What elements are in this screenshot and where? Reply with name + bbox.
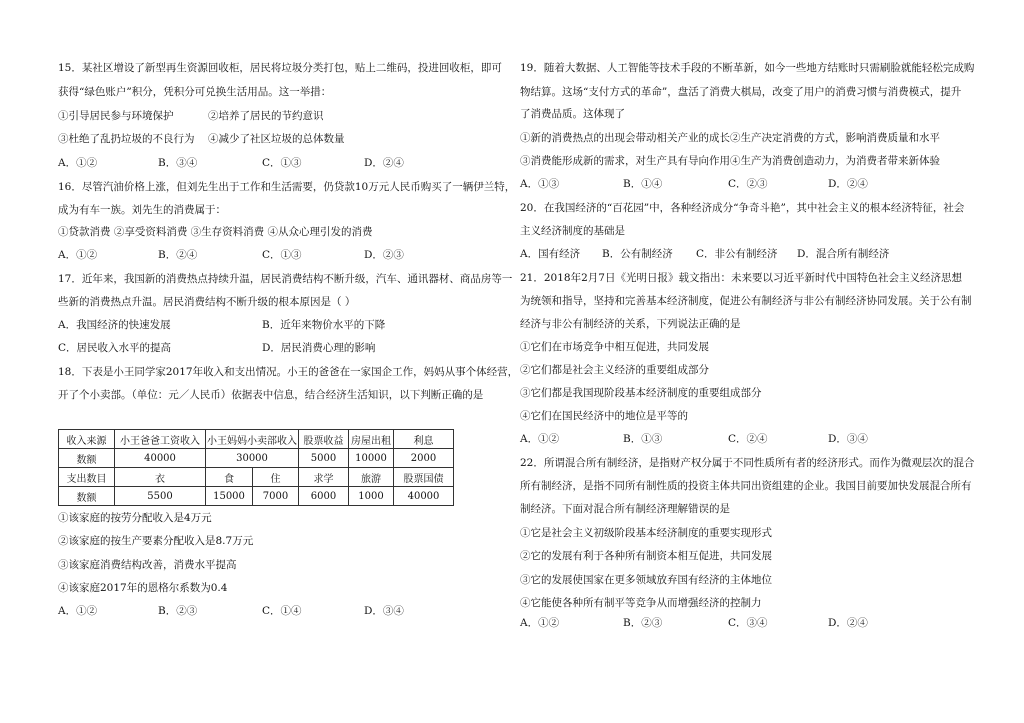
q17-stem-line1: 17．近年来，我国新的消费热点持续升温，居民消费结构不断升级，汽车、通讯器材、商品房等一 bbox=[58, 273, 513, 285]
q22-statement-1: ①它是社会主义初级阶段基本经济制度的重要实现形式 bbox=[520, 527, 772, 539]
q18-statement-2: ②该家庭的按生产要素分配收入是8.7万元 bbox=[58, 535, 254, 547]
q22-option-b[interactable]: B．②③ bbox=[623, 617, 663, 629]
q17-stem-line2: 些新的消费热点升温。居民消费结构不断升级的根本原因是（ ） bbox=[58, 296, 356, 308]
table-cell: 旅游 bbox=[349, 468, 394, 487]
table-cell: 数额 bbox=[59, 487, 115, 506]
table-cell: 数额 bbox=[59, 449, 115, 468]
q21-stem-line2: 为统领和指导，坚持和完善基本经济制度，促进公有制经济与非公有制经济协同发展。关于公有制 bbox=[520, 295, 972, 307]
q15-option-b[interactable]: B．③④ bbox=[158, 157, 198, 169]
q22-statement-4: ④它能使各种所有制平等竞争从而增强经济的控制力 bbox=[520, 597, 762, 609]
table-row bbox=[59, 487, 454, 506]
q15-option-c[interactable]: C．①③ bbox=[262, 157, 302, 169]
table-cell: 房屋出租 bbox=[349, 430, 394, 449]
table-cell: 住 bbox=[253, 468, 299, 487]
q17-option-d[interactable]: D．居民消费心理的影响 bbox=[262, 342, 376, 354]
q21-option-a[interactable]: A．①② bbox=[520, 433, 560, 445]
table-row bbox=[59, 430, 454, 449]
table-cell: 1000 bbox=[349, 487, 394, 506]
table-row bbox=[59, 468, 454, 487]
q17-option-a[interactable]: A．我国经济的快速发展 bbox=[58, 319, 171, 331]
q21-stem-line1: 21．2018年2月7日《光明日报》载文指出：未来要以习近平新时代中国特色社会主义经济思想 bbox=[520, 272, 962, 284]
q18-option-a[interactable]: A．①② bbox=[58, 605, 98, 617]
q19-stem-line3: 了消费品质。这体现了 bbox=[520, 108, 625, 120]
q19-option-d[interactable]: D．②④ bbox=[828, 178, 868, 190]
q16-option-c[interactable]: C．①③ bbox=[262, 249, 302, 261]
table-cell: 收入来源 bbox=[59, 430, 115, 449]
q19-statements-1: ①新的消费热点的出现会带动相关产业的成长②生产决定消费的方式，影响消费质量和水平 bbox=[520, 132, 940, 144]
q15-statement-2: ②培养了居民的节约意识 bbox=[208, 110, 324, 122]
q21-statement-3: ③它们都是我国现阶段基本经济制度的重要组成部分 bbox=[520, 387, 762, 399]
table-cell: 衣 bbox=[115, 468, 206, 487]
q19-statements-2: ③消费能形成新的需求，对生产具有导向作用④生产为消费创造动力，为消费者带来新体验 bbox=[520, 155, 940, 167]
q20-stem-line2: 主义经济制度的基础是 bbox=[520, 225, 625, 237]
q16-stem-line2: 成为有车一族。刘先生的消费属于： bbox=[58, 204, 226, 216]
q15-statement-3: ③杜绝了乱扔垃圾的不良行为 bbox=[58, 133, 195, 145]
q20-option-b[interactable]: B．公有制经济 bbox=[602, 248, 673, 260]
q20-option-d[interactable]: D．混合所有制经济 bbox=[797, 248, 890, 260]
q22-option-d[interactable]: D．②④ bbox=[828, 617, 868, 629]
q18-option-d[interactable]: D．③④ bbox=[364, 605, 404, 617]
q15-stem-line2: 获得“绿色账户”积分，凭积分可兑换生活用品。这一举措： bbox=[58, 86, 332, 98]
table-cell: 小王爸爸工资收入 bbox=[115, 430, 206, 449]
table-cell: 支出数目 bbox=[59, 468, 115, 487]
q16-stem-line1: 16．尽管汽油价格上涨，但刘先生出于工作和生活需要，仍贷款10万元人民币购买了一辆伊兰特， bbox=[58, 181, 516, 193]
table-cell: 5000 bbox=[299, 449, 349, 468]
table-cell: 5500 bbox=[115, 487, 206, 506]
q18-option-b[interactable]: B．②③ bbox=[158, 605, 198, 617]
table-cell: 15000 bbox=[206, 487, 253, 506]
q17-option-b[interactable]: B．近年来物价水平的下降 bbox=[262, 319, 386, 331]
q18-statement-1: ①该家庭的按劳分配收入是4万元 bbox=[58, 512, 212, 524]
q15-stem-line1: 15．某社区增设了新型再生资源回收柜，居民将垃圾分类打包，贴上二维码，投进回收柜，即可 bbox=[58, 62, 502, 74]
q16-option-a[interactable]: A．①② bbox=[58, 249, 98, 261]
table-cell: 40000 bbox=[115, 449, 206, 468]
q15-option-d[interactable]: D．②④ bbox=[364, 157, 404, 169]
table-cell: 40000 bbox=[394, 487, 454, 506]
q22-statement-2: ②它的发展有利于各种所有制资本相互促进，共同发展 bbox=[520, 550, 772, 562]
q18-stem-line2: 开了个小卖部。（单位：元／人民币）依据表中信息，结合经济生活知识，以下判断正确的是 bbox=[58, 389, 484, 401]
q20-stem-line1: 20．在我国经济的“百花园”中，各种经济成分“争奇斗艳”，其中社会主义的根本经济特征，社会 bbox=[520, 202, 965, 214]
q16-option-d[interactable]: D．②③ bbox=[364, 249, 404, 261]
q15-statement-4: ④减少了社区垃圾的总体数量 bbox=[208, 133, 345, 145]
table-cell: 6000 bbox=[299, 487, 349, 506]
q16-option-b[interactable]: B．②④ bbox=[158, 249, 198, 261]
q16-statements: ①贷款消费 ②享受资料消费 ③生存资料消费 ④从众心理引发的消费 bbox=[58, 226, 373, 238]
q17-option-c[interactable]: C．居民收入水平的提高 bbox=[58, 342, 172, 354]
q19-option-c[interactable]: C．②③ bbox=[728, 178, 768, 190]
q22-stem-line1: 22．所谓混合所有制经济，是指财产权分属于不同性质所有者的经济形式。而作为微观层次的混合 bbox=[520, 457, 975, 469]
q22-option-c[interactable]: C．③④ bbox=[728, 617, 768, 629]
q21-option-b[interactable]: B．①③ bbox=[623, 433, 663, 445]
income-expenditure-table bbox=[58, 429, 454, 506]
q21-option-c[interactable]: C．②④ bbox=[728, 433, 768, 445]
table-row bbox=[59, 449, 454, 468]
q21-statement-1: ①它们在市场竞争中相互促进，共同发展 bbox=[520, 341, 709, 353]
q18-statement-4: ④该家庭2017年的恩格尔系数为0.4 bbox=[58, 582, 228, 594]
q19-stem-line1: 19．随着大数据、人工智能等技术手段的不断革新，如今一些地方结账时只需刷脸就能轻松完成购 bbox=[520, 62, 975, 74]
q21-option-d[interactable]: D．③④ bbox=[828, 433, 868, 445]
q21-stem-line3: 经济与非公有制经济的关系，下列说法正确的是 bbox=[520, 318, 741, 330]
q22-stem-line2: 所有制经济，是指不同所有制性质的投资主体共同出资组建的企业。我国目前要加快发展混合所有 bbox=[520, 480, 972, 492]
table-cell: 30000 bbox=[206, 449, 299, 468]
q19-option-a[interactable]: A．①③ bbox=[520, 178, 560, 190]
table-cell: 2000 bbox=[394, 449, 454, 468]
table-cell: 股票收益 bbox=[299, 430, 349, 449]
q18-option-c[interactable]: C．①④ bbox=[262, 605, 302, 617]
q21-statement-4: ④它们在国民经济中的地位是平等的 bbox=[520, 410, 688, 422]
q22-statement-3: ③它的发展使国家在更多领域放弃国有经济的主体地位 bbox=[520, 574, 772, 586]
q22-option-a[interactable]: A．①② bbox=[520, 617, 560, 629]
q20-option-a[interactable]: A．国有经济 bbox=[520, 248, 581, 260]
table-cell: 求学 bbox=[299, 468, 349, 487]
table-cell: 股票国债 bbox=[394, 468, 454, 487]
q19-stem-line2: 物结算。这场“支付方式的革命”，盘活了消费大棋局，改变了用户的消费习惯与消费模式，提升 bbox=[520, 86, 962, 98]
q22-stem-line3: 制经济。下面对混合所有制经济理解错误的是 bbox=[520, 503, 730, 515]
table-cell: 利息 bbox=[394, 430, 454, 449]
q18-statement-3: ③该家庭消费结构改善，消费水平提高 bbox=[58, 559, 237, 571]
table-cell: 食 bbox=[206, 468, 253, 487]
q15-statement-1: ①引导居民参与环境保护 bbox=[58, 110, 174, 122]
table-cell: 7000 bbox=[253, 487, 299, 506]
table-cell: 10000 bbox=[349, 449, 394, 468]
q18-stem-line1: 18．下表是小王同学家2017年收入和支出情况。小王的爸爸在一家国企工作，妈妈从事个体经营， bbox=[58, 366, 519, 378]
q19-option-b[interactable]: B．①④ bbox=[623, 178, 663, 190]
q15-option-a[interactable]: A．①② bbox=[58, 157, 98, 169]
table-cell: 小王妈妈小卖部收入 bbox=[206, 430, 299, 449]
q20-option-c[interactable]: C．非公有制经济 bbox=[696, 248, 778, 260]
q21-statement-2: ②它们都是社会主义经济的重要组成部分 bbox=[520, 364, 709, 376]
